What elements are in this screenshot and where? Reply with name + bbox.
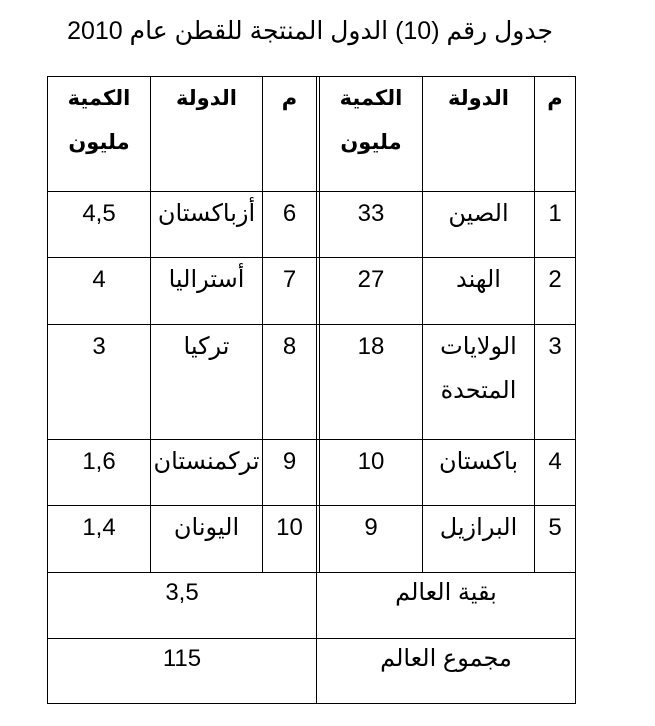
row-quantity: 3 (92, 333, 106, 360)
summary-value: 3,5 (165, 579, 199, 606)
row-country: تركمنستان (153, 448, 260, 475)
row-num: 2 (548, 266, 562, 293)
row-quantity: 1,6 (82, 448, 116, 475)
row-quantity: 1,4 (82, 514, 116, 541)
row-country: تركيا (183, 333, 230, 360)
row-country: باكستان (438, 448, 518, 475)
table-title: جدول رقم (10) الدول المنتجة للقطن عام 2010 (67, 17, 553, 45)
row-country: الصين (448, 200, 509, 227)
row-country: الهند (456, 266, 501, 293)
table-border-right (575, 76, 576, 704)
header-country: الدولة (176, 87, 237, 110)
row-quantity: 18 (357, 333, 385, 360)
row-quantity: 27 (357, 266, 385, 293)
summary-value: 115 (162, 645, 202, 672)
row-num: 5 (548, 514, 562, 541)
cotton-producers-table (47, 76, 576, 704)
row-num: 3 (548, 333, 562, 360)
row-country: اليونان (173, 514, 240, 541)
row-num: 9 (282, 448, 297, 475)
summary-label: مجموع العالم (380, 645, 512, 672)
row-num: 8 (282, 333, 297, 360)
row-num: 10 (276, 514, 303, 541)
header-quantity-unit: مليون (340, 131, 402, 154)
header-num: م (281, 87, 298, 110)
row-country-line2: المتحدة (440, 377, 517, 404)
header-quantity: الكمية (339, 87, 403, 110)
row-num: 1 (548, 200, 562, 227)
row-quantity: 9 (364, 514, 378, 541)
row-country: أستراليا (168, 266, 245, 293)
header-quantity: الكمية (67, 87, 131, 110)
row-quantity: 4,5 (82, 200, 116, 227)
table-border-bottom (47, 703, 576, 704)
header-num: م (547, 87, 563, 110)
row-num: 7 (282, 266, 297, 293)
row-quantity: 10 (357, 448, 385, 475)
header-country: الدولة (448, 87, 509, 110)
row-num: 6 (282, 200, 297, 227)
row-country: البرازيل (439, 514, 518, 541)
row-quantity: 4 (92, 266, 106, 293)
row-country: الولايات (440, 333, 517, 360)
row-quantity: 33 (357, 200, 385, 227)
row-country: أزباكستان (157, 200, 256, 227)
summary-label: بقية العالم (395, 579, 497, 606)
row-num: 4 (548, 448, 562, 475)
header-quantity-unit: مليون (68, 131, 130, 154)
